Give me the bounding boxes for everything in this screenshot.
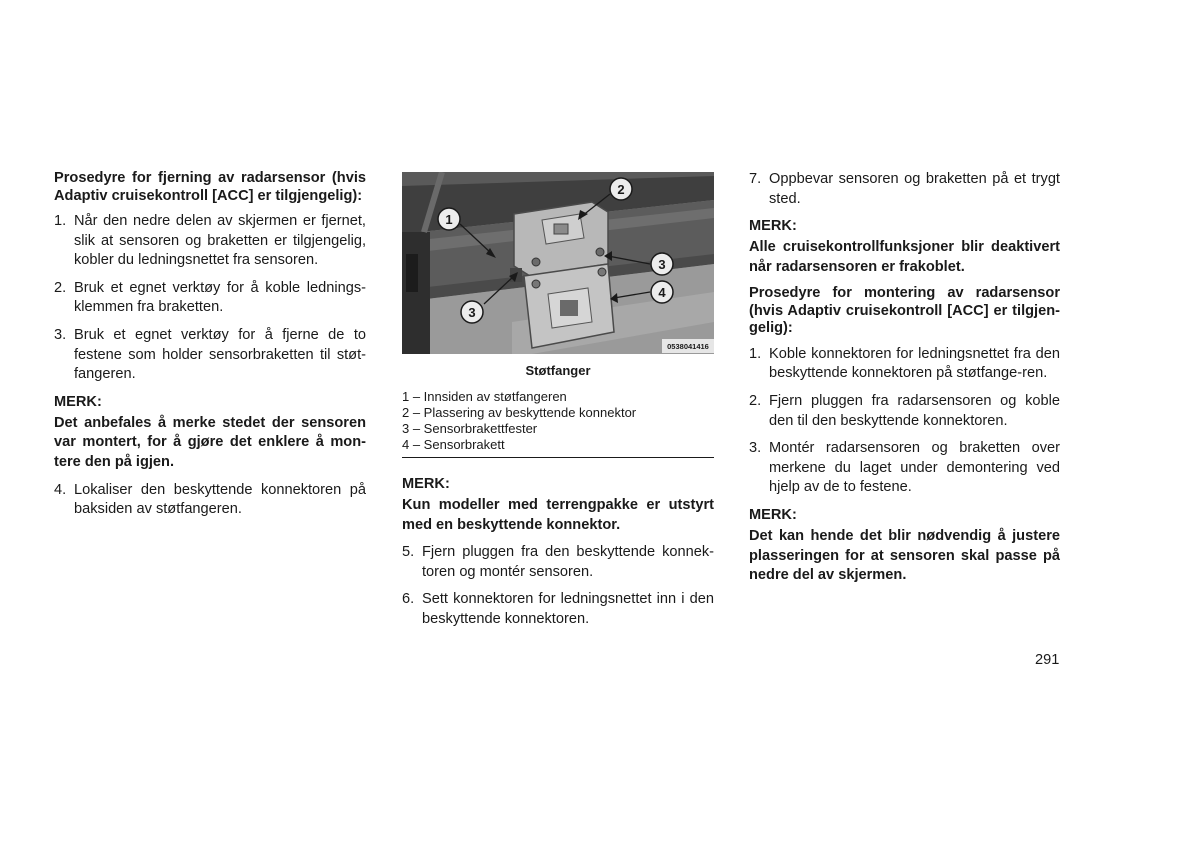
note-label: MERK: xyxy=(749,218,797,235)
figure-caption: Støtfanger xyxy=(525,363,591,378)
middle-column xyxy=(402,170,714,638)
step-number: 4. xyxy=(54,481,67,498)
step-text: Bruk et egnet verktøy for å fjerne de to festene som holder sensorbraketten til støt-fangeren. xyxy=(74,326,366,383)
list-item xyxy=(749,170,1060,209)
list-item xyxy=(749,345,1060,384)
image-code: 0538041416 xyxy=(667,342,709,351)
step-text: Fjern pluggen fra radarsensoren og koble den til den beskyttende konnektoren. xyxy=(769,393,1060,429)
installation-steps-list xyxy=(749,345,1060,498)
callout-2: 2 xyxy=(617,182,625,197)
page-number: 291 xyxy=(1035,652,1060,668)
step-number: 7. xyxy=(749,171,762,187)
step-text: Koble konnektoren for ledningsnettet fra den beskyttende konnektoren på støtfange-ren. xyxy=(769,345,1060,382)
callout-4: 4 xyxy=(658,285,666,300)
list-item xyxy=(749,439,1060,498)
step-text: Fjern pluggen fra den beskyttende konnek-toren og montér sensoren. xyxy=(422,544,714,580)
legend-item: 4 – Sensorbrakett xyxy=(402,437,505,452)
step-text: Oppbevar sensoren og braketten på et trygt sted. xyxy=(769,171,1060,207)
step-number: 2. xyxy=(54,279,67,296)
step-text: Bruk et egnet verktøy for å koble lednings-klemmen fra braketten. xyxy=(74,279,366,316)
note-label: MERK: xyxy=(54,393,102,410)
list-item xyxy=(54,279,366,318)
installation-procedure-heading: Prosedyre for montering av radarsensor (hvis Adaptiv cruisekontroll [ACC] er tilgjen-gelig): xyxy=(749,285,1060,337)
note-text: Kun modeller med terrengpakke er utstyrt med en beskyttende konnektor. xyxy=(402,497,714,533)
step-text: Sett konnektoren for ledningsnettet inn i den beskyttende konnektoren. xyxy=(422,591,714,627)
legend-item: 3 – Sensorbrakettfester xyxy=(402,421,538,436)
step-number: 6. xyxy=(402,591,415,608)
right-steps-list-top xyxy=(749,170,1060,209)
legend-item: 2 – Plassering av beskyttende konnektor xyxy=(402,405,637,420)
removal-steps-list xyxy=(54,212,366,385)
bumper-illustration xyxy=(402,172,714,354)
removal-procedure-heading: Prosedyre for fjerning av radarsensor (hvis Adaptiv cruisekontroll [ACC] er tilgjengelig): xyxy=(54,170,366,204)
step-text: Når den nedre delen av skjermen er fjernet, slik at sensoren og braketten er tilgjengelig, kobler du ledningsnettet fra sensoren. xyxy=(74,213,366,269)
list-item xyxy=(402,590,714,629)
list-item xyxy=(54,212,366,271)
right-column xyxy=(749,170,1060,594)
list-item xyxy=(54,481,366,520)
list-item xyxy=(749,392,1060,431)
step-number: 3. xyxy=(54,326,67,343)
callout-3-upper: 3 xyxy=(658,257,666,272)
step-number: 5. xyxy=(402,544,415,561)
step-text: Lokaliser den beskyttende konnektoren på baksiden av støtfangeren. xyxy=(74,481,366,518)
step-number: 1. xyxy=(749,345,762,362)
list-item xyxy=(54,326,366,385)
removal-steps-list-cont xyxy=(54,481,366,520)
note-text: Det kan hende det blir nødvendig å justere plasseringen for at sensoren skal passe på nedre del av skjermen. xyxy=(749,528,1060,584)
middle-steps-list xyxy=(402,543,714,629)
callout-1: 1 xyxy=(445,212,453,227)
note-label: MERK: xyxy=(402,476,450,492)
note-label: MERK: xyxy=(749,507,797,524)
bumper-figure xyxy=(402,172,714,354)
left-column xyxy=(54,170,366,528)
step-number: 2. xyxy=(749,393,762,410)
step-text: Montér radarsensoren og braketten over merkene du laget under demontering ved hjelp av de to festene. xyxy=(769,440,1060,496)
callout-3-lower: 3 xyxy=(468,305,476,320)
list-item xyxy=(402,543,714,582)
legend-item: 1 – Innsiden av støtfangeren xyxy=(402,389,567,404)
figure-legend xyxy=(402,389,714,458)
note-text: Alle cruisekontrollfunksjoner blir deaktivert når radarsensoren er frakoblet. xyxy=(749,239,1060,275)
step-number: 3. xyxy=(749,440,762,457)
note-text: Det anbefales å merke stedet der sensoren var montert, for å gjøre det enklere å mon-tere den på igjen. xyxy=(54,414,366,470)
step-number: 1. xyxy=(54,213,67,229)
